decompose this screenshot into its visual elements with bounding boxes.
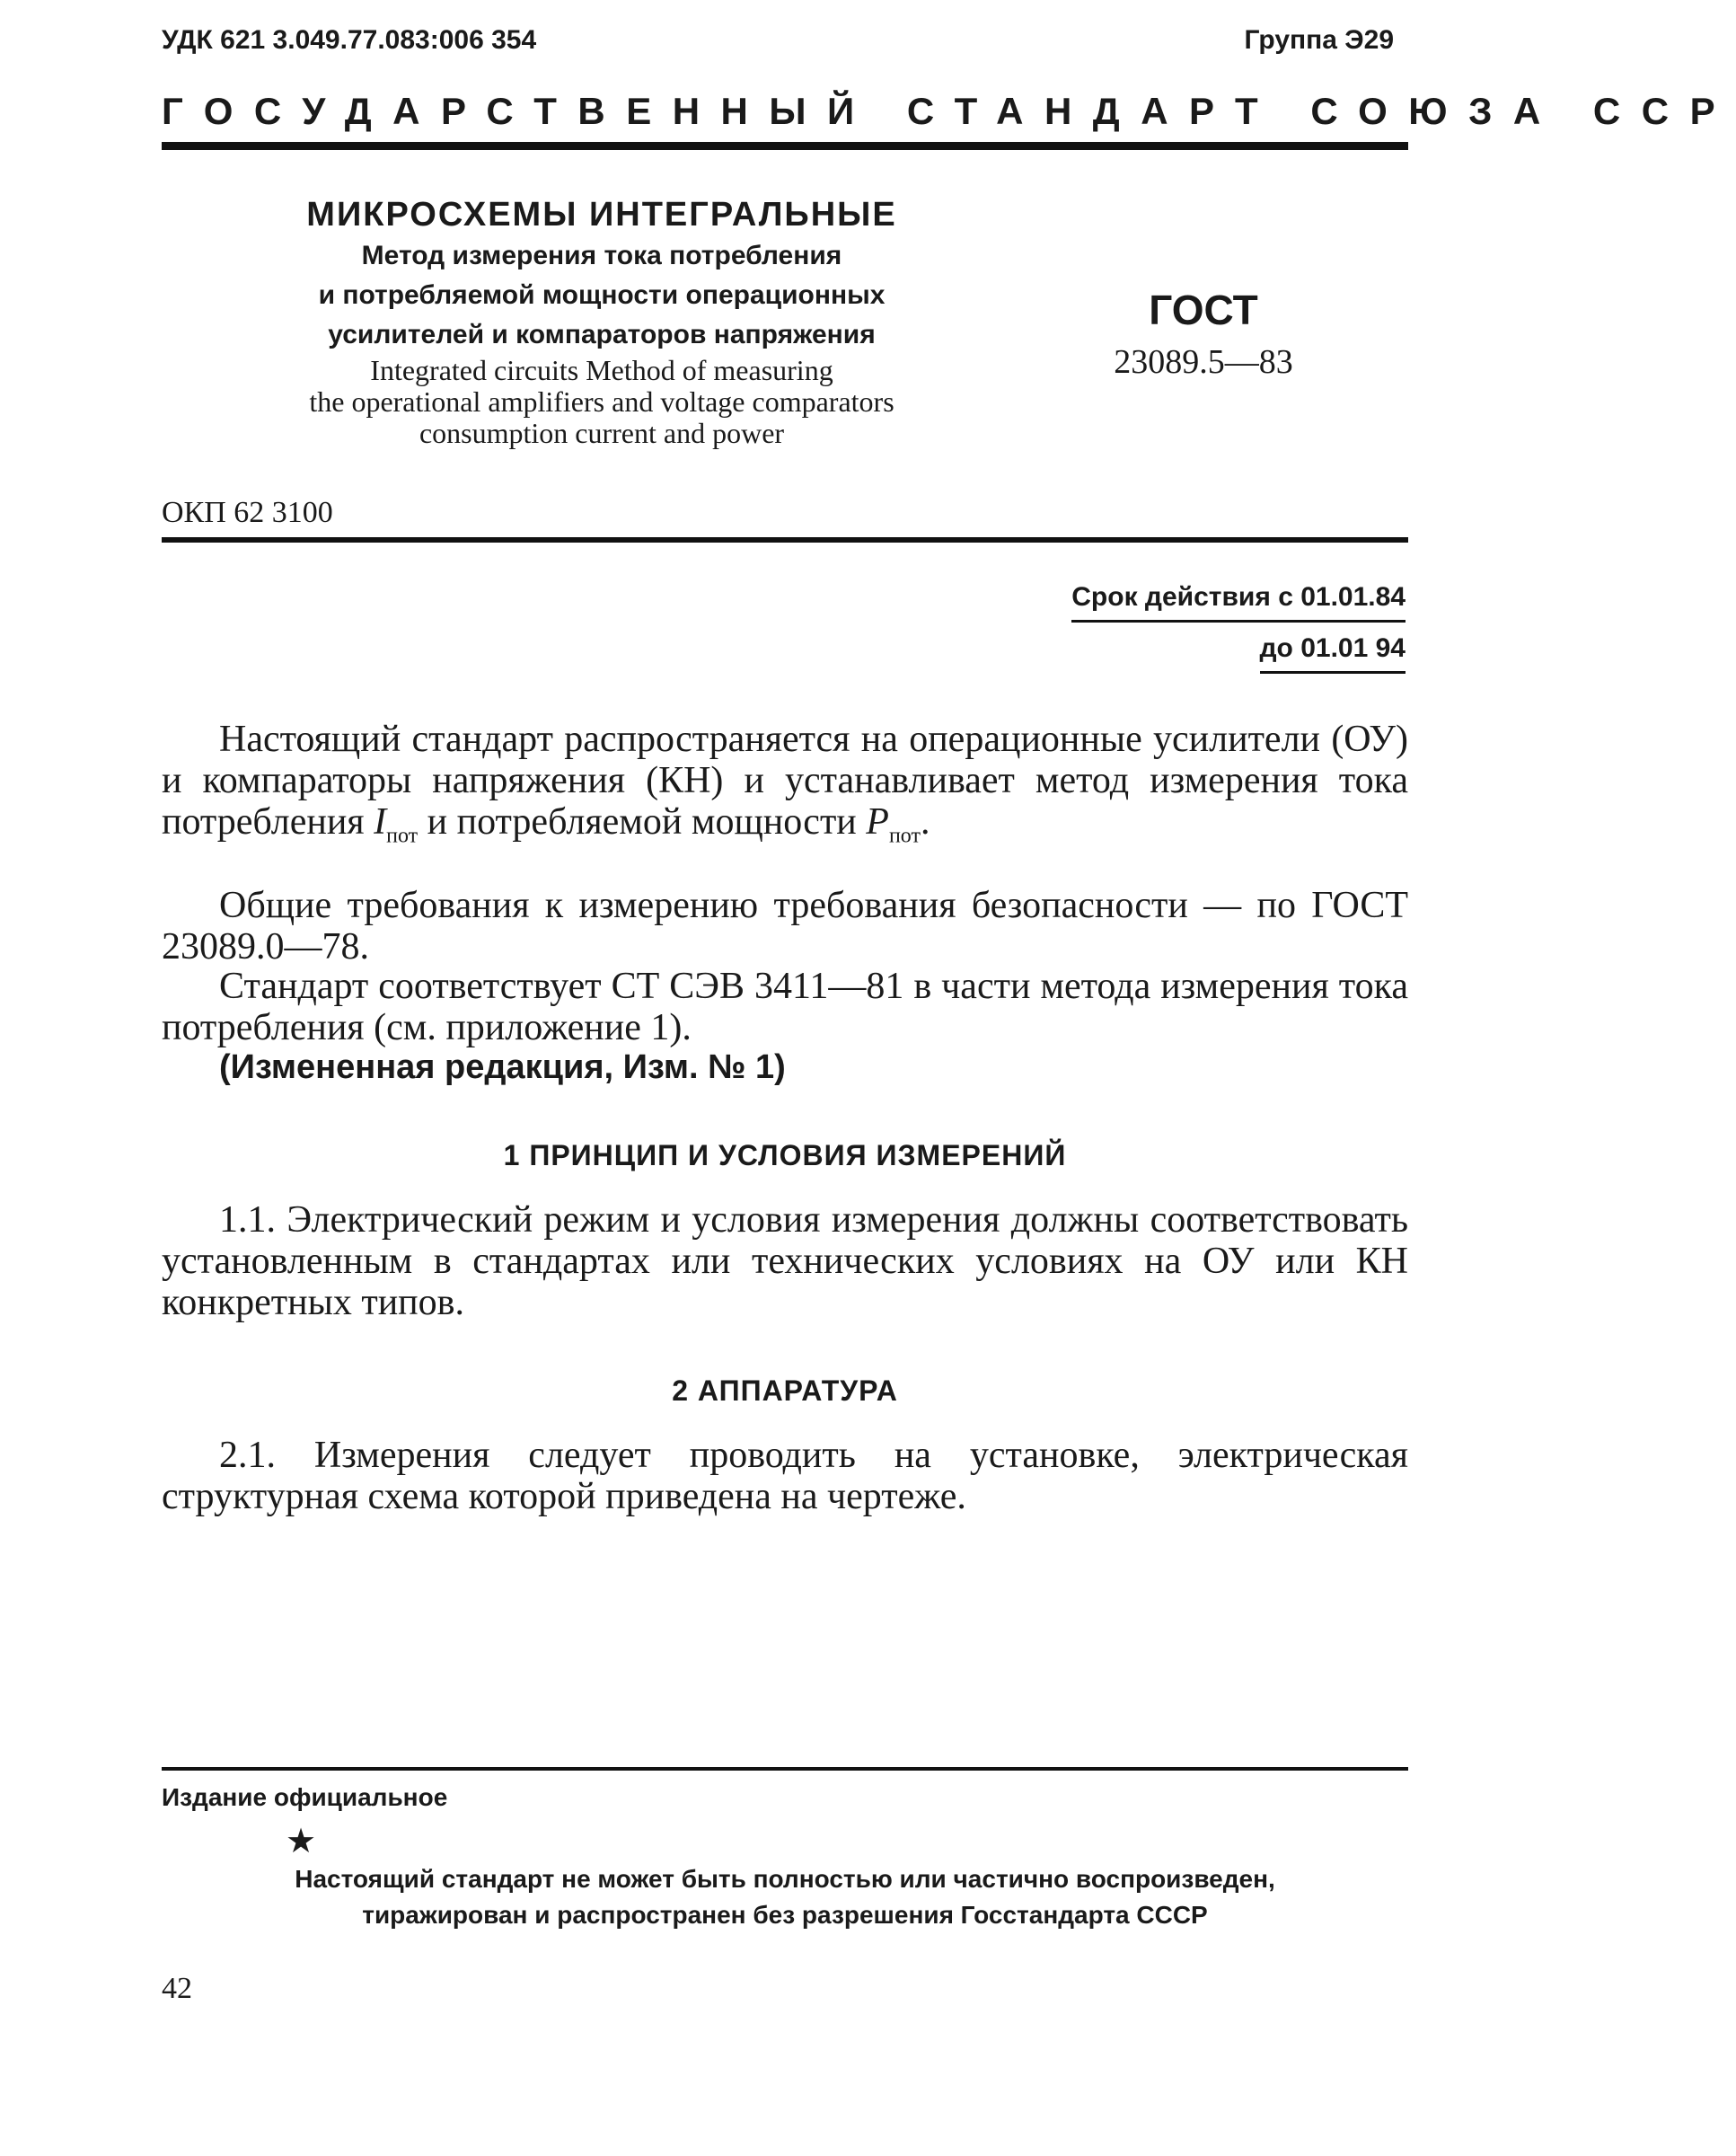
title-ru-line: усилителей и компараторов напряжения	[328, 320, 876, 349]
title-en-line: Integrated circuits Method of measuring	[370, 354, 833, 386]
title-en-line: the operational amplifiers and voltage comparators	[309, 385, 894, 418]
section-1-paragraph: 1.1. Электрический режим и условия измерения должны соответствовать установленным в стандартах или технических условиях на ОУ или КН конкретных типов.	[162, 1199, 1408, 1323]
intro-paragraph-2: Общие требования к измерению требования безопасности — по ГОСТ 23089.0—78.	[162, 885, 1408, 968]
intro-text: и потребляемой мощности	[418, 801, 867, 843]
copyright-notice	[162, 1861, 1408, 1933]
intro-paragraph-3: Стандарт соответствует СТ СЭВ 3411—81 в части метода измерения тока потребления (см. приложение 1).	[162, 966, 1408, 1048]
page-number: 42	[162, 1972, 192, 2005]
validity-block	[1071, 575, 1406, 674]
udk-code: УДК 621 3.049.77.083:006 354	[162, 25, 537, 55]
power-symbol: P	[866, 801, 889, 843]
edition-label: Издание официальное	[162, 1783, 448, 1811]
amendment-note: (Измененная редакция, Изм. № 1)	[219, 1048, 786, 1086]
intro-text: .	[920, 801, 930, 843]
title-en-line: consumption current and power	[419, 417, 785, 449]
footer-rule	[162, 1767, 1408, 1771]
intro-text: Настоящий стандарт распространяется на операционные усилители (ОУ) и компараторы напряжения (КН) и устанавливает метод измерения тока потребления	[162, 719, 1408, 843]
star-icon: ★	[286, 1823, 317, 1860]
title-ru-line: и потребляемой мощности операционных	[318, 280, 886, 310]
title-block	[207, 193, 997, 449]
section-1-heading: 1 ПРИНЦИП И УСЛОВИЯ ИЗМЕРЕНИЙ	[503, 1139, 1067, 1171]
title-rule	[162, 537, 1408, 543]
group-code: Группа Э29	[1244, 25, 1394, 55]
notice-line: тиражирован и распространен без разрешения Госстандарта СССР	[362, 1901, 1208, 1929]
current-subscript: пот	[386, 824, 419, 848]
title-main: МИКРОСХЕМЫ ИНТЕГРАЛЬНЫЕ	[306, 196, 897, 234]
header-rule	[162, 142, 1408, 150]
gost-number: 23089.5—83	[1114, 343, 1293, 381]
okp-code: ОКП 62 3100	[162, 496, 333, 529]
power-subscript: пот	[888, 824, 921, 848]
current-symbol: I	[374, 801, 387, 843]
title-ru-line: Метод измерения тока потребления	[361, 241, 842, 270]
validity-from: Срок действия с 01.01.84	[1071, 575, 1406, 623]
validity-to: до 01.01 94	[1260, 626, 1406, 674]
section-2-heading: 2 АППАРАТУРА	[672, 1374, 898, 1407]
gost-block	[1060, 283, 1347, 387]
gost-label: ГОСТ	[1149, 287, 1258, 333]
intro-paragraph-1	[162, 719, 1408, 856]
notice-line: Настоящий стандарт не может быть полностью или частично воспроизведен,	[295, 1865, 1275, 1893]
state-standard-banner: ГОСУДАРСТВЕННЫЙ СТАНДАРТ СОЮЗА ССР	[162, 90, 1736, 132]
section-2-paragraph: 2.1. Измерения следует проводить на установке, электрическая структурная схема которой приведена на чертеже.	[162, 1435, 1408, 1517]
